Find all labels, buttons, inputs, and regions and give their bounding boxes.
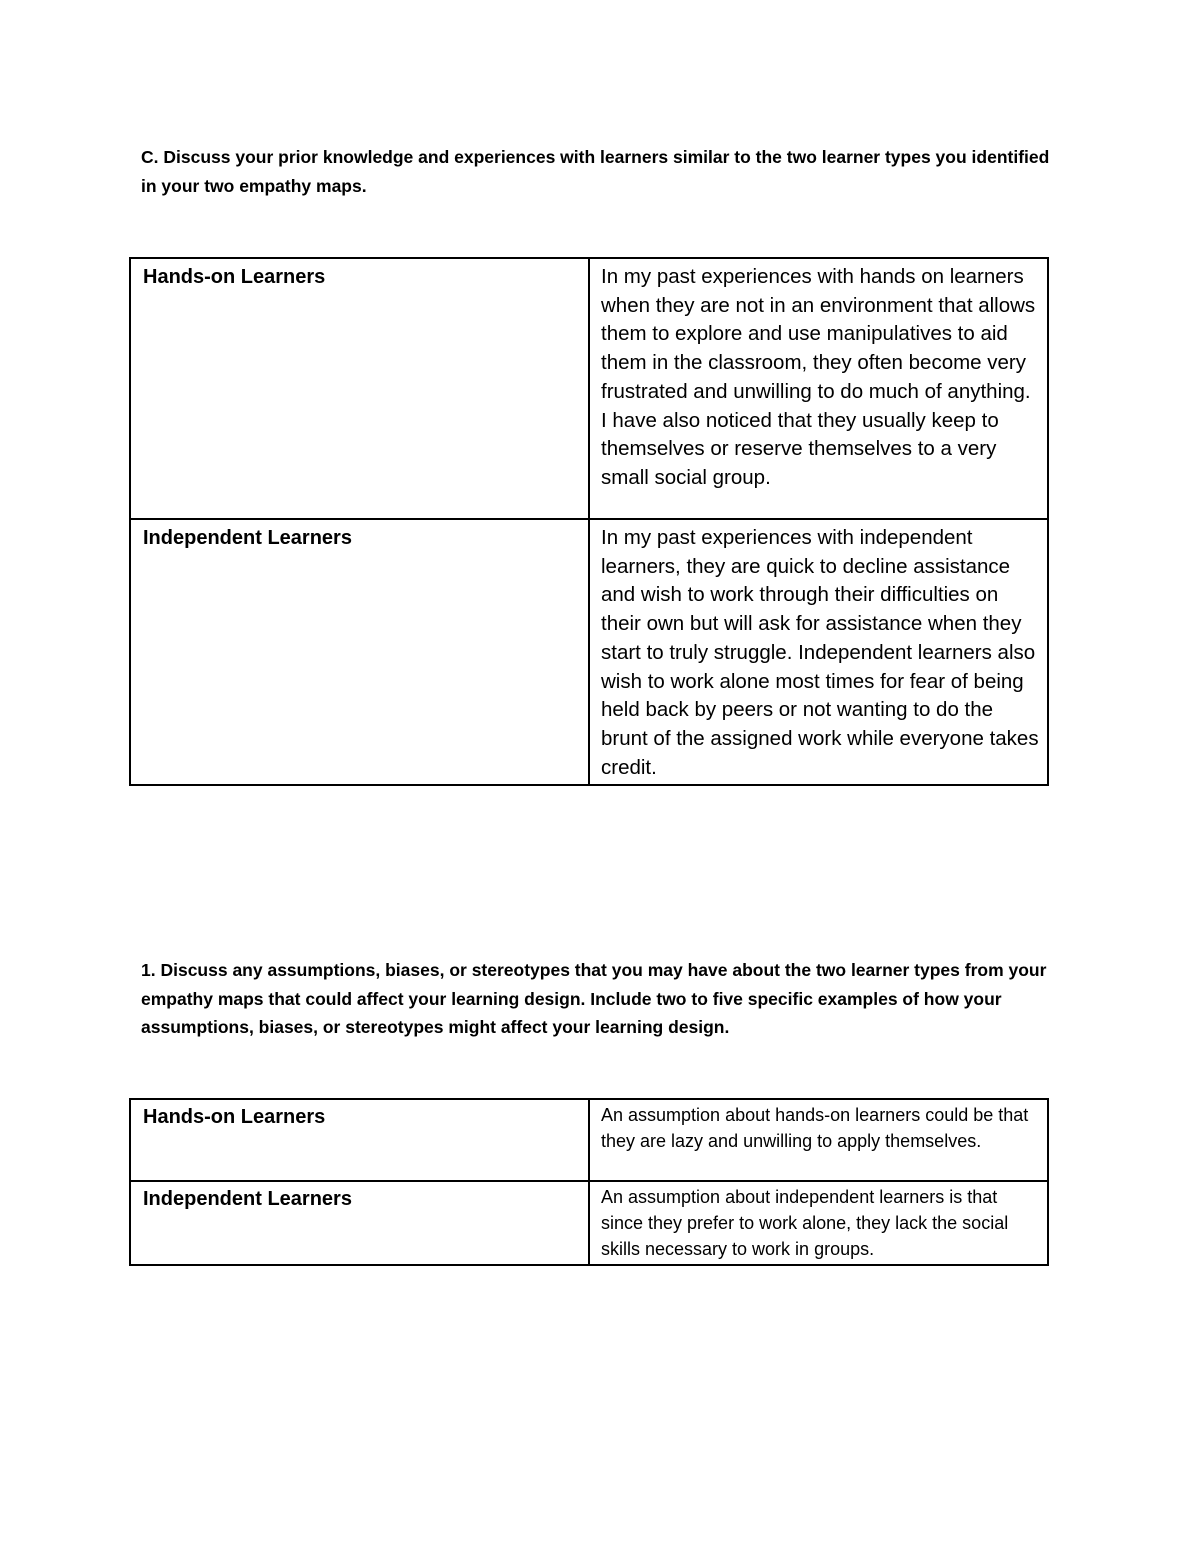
prompt-1: 1. Discuss any assumptions, biases, or stereotypes that you may have about the two learner types from your empathy maps that could affect your learning design. Include two to five specific examples of how your assumptions, biases, or stereotypes might affect your learning design. bbox=[141, 960, 1047, 1037]
prior-knowledge-table bbox=[129, 257, 1049, 786]
row-label-independent: Independent Learners bbox=[130, 519, 589, 785]
table-row bbox=[130, 258, 1048, 519]
row-answer-hands-on: An assumption about hands-on learners could be that they are lazy and unwilling to apply themselves. bbox=[589, 1099, 1048, 1181]
row-label-independent: Independent Learners bbox=[130, 1181, 589, 1265]
row-answer-independent: In my past experiences with independent learners, they are quick to decline assistance and wish to work through their difficulties on their own but will ask for assistance when they start to truly struggle. Independent learners also wish to work alone most times for fear of being held back by peers or not wanting to do the brunt of the assigned work while everyone takes credit. bbox=[589, 519, 1048, 785]
row-answer-independent: An assumption about independent learners is that since they prefer to work alone, they lack the social skills necessary to work in groups. bbox=[589, 1181, 1048, 1265]
table-row bbox=[130, 519, 1048, 785]
row-answer-hands-on: In my past experiences with hands on learners when they are not in an environment that allows them to explore and use manipulatives to aid them in the classroom, they often become very frustrated and unwilling to do much of anything. I have also noticed that they usually keep to themselves or reserve themselves to a very small social group. bbox=[589, 258, 1048, 519]
row-label-hands-on: Hands-on Learners bbox=[130, 1099, 589, 1181]
row-label-hands-on: Hands-on Learners bbox=[130, 258, 589, 519]
assumptions-table bbox=[129, 1098, 1049, 1266]
table-row bbox=[130, 1181, 1048, 1265]
prompt-c: C. Discuss your prior knowledge and experiences with learners similar to the two learner types you identified in your two empathy maps. bbox=[141, 147, 1050, 196]
table-row bbox=[130, 1099, 1048, 1181]
